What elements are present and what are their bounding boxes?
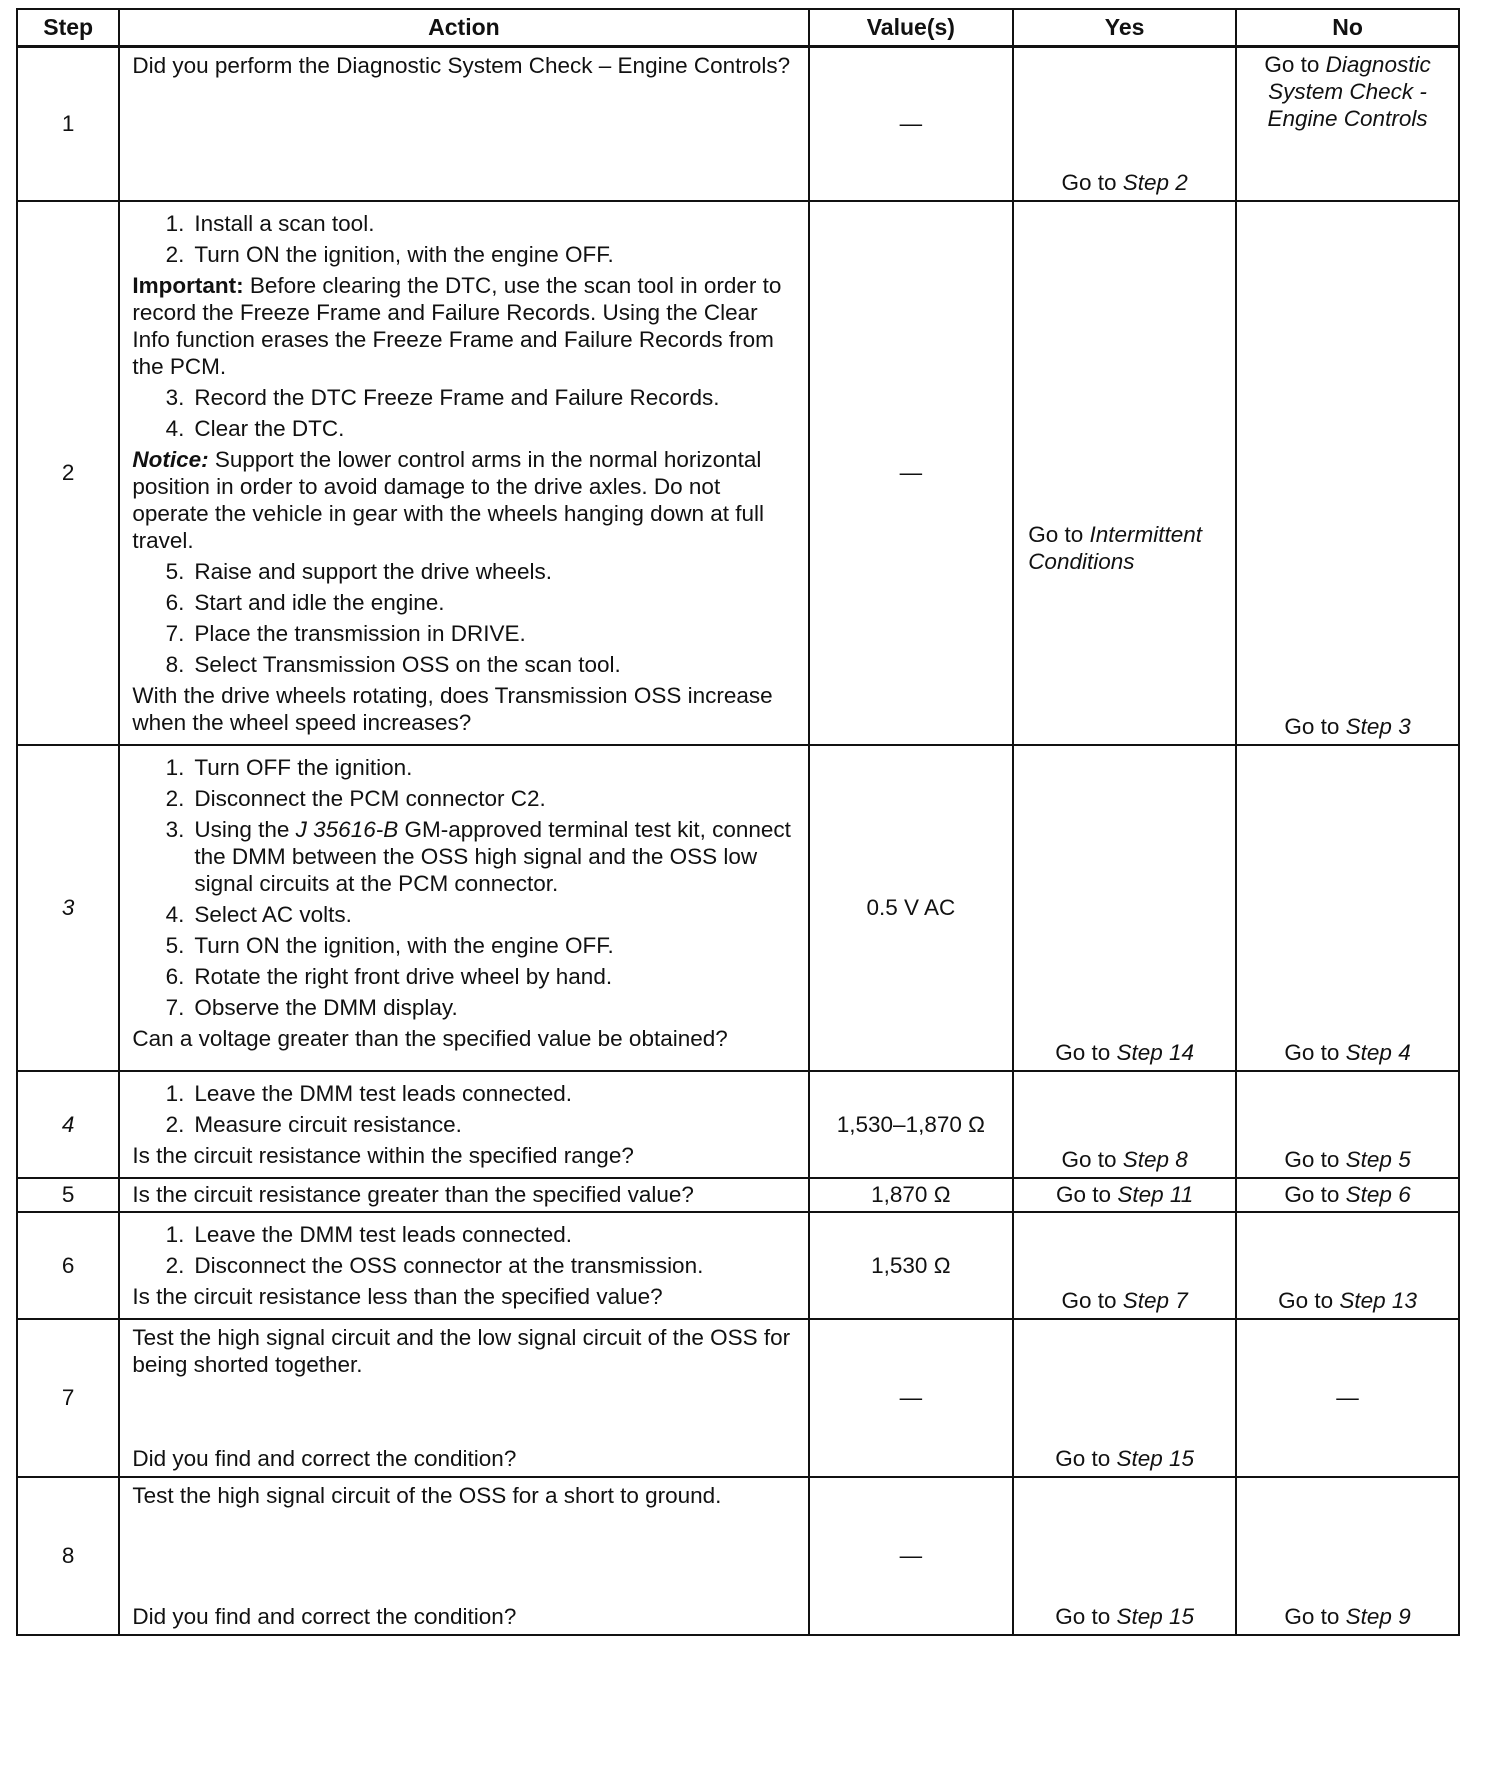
action-question: Can a voltage greater than the specified value be obtained? — [132, 1025, 728, 1051]
list-item: 3. Record the DTC Freeze Frame and Failure Records. — [165, 384, 720, 410]
no-link[interactable]: Step 13 — [1339, 1287, 1417, 1313]
list-item: 7. Place the transmission in DRIVE. — [165, 620, 526, 646]
no-link[interactable]: Step 9 — [1345, 1603, 1411, 1629]
header-yes: Yes — [1013, 9, 1236, 47]
go-to-label: Go to — [1055, 1603, 1111, 1629]
go-to-label: Go to — [1061, 1287, 1117, 1313]
list-item: 3. Using the J 35616-B GM-approved terminal test kit, connect the DMM between the OSS high signal and the OSS low signal circuits at the PCM connector. — [165, 816, 791, 896]
value-cell: 0.5 V AC — [809, 745, 1014, 1071]
action-cell — [119, 1319, 808, 1477]
yes-cell — [1013, 201, 1236, 745]
yes-result — [1014, 1287, 1235, 1314]
step-number: 5 — [17, 1178, 119, 1212]
yes-result — [1028, 521, 1235, 575]
no-result — [1237, 1603, 1458, 1630]
value-cell: 1,530–1,870 Ω — [809, 1071, 1014, 1178]
header-action: Action — [119, 9, 808, 47]
value-cell: — — [809, 201, 1014, 745]
no-result — [1237, 48, 1458, 132]
go-to-label: Go to — [1061, 169, 1117, 195]
go-to-label: Go to — [1028, 521, 1084, 547]
no-cell: — — [1236, 1319, 1459, 1477]
yes-link[interactable]: Step 14 — [1116, 1039, 1195, 1065]
no-result — [1237, 1146, 1458, 1173]
no-result — [1237, 1287, 1458, 1314]
no-cell — [1236, 745, 1459, 1071]
action-cell — [119, 1212, 808, 1319]
action-cell — [119, 1178, 808, 1212]
header-row — [17, 9, 1459, 47]
yes-link[interactable]: Step 11 — [1117, 1182, 1194, 1207]
table-row-step-3 — [17, 745, 1459, 1071]
list-item: 4. Clear the DTC. — [165, 415, 345, 441]
action-question: Is the circuit resistance less than the specified value? — [132, 1283, 663, 1309]
table-row-step-2 — [17, 201, 1459, 745]
list-item: 6. Start and idle the engine. — [165, 589, 445, 615]
table-row-step-6 — [17, 1212, 1459, 1319]
important-note: Important: Before clearing the DTC, use the scan tool in order to record the Freeze Frame and Failure Records. Using the Clear Info function erases the Freeze Frame and Failure Records from the PCM. — [132, 272, 782, 379]
list-item: 8. Select Transmission OSS on the scan tool. — [165, 651, 621, 677]
step-number: 1 — [17, 47, 119, 201]
yes-result — [1014, 1039, 1235, 1066]
header-no: No — [1236, 9, 1459, 47]
yes-link[interactable]: Step 15 — [1116, 1445, 1195, 1471]
value-cell: 1,530 Ω — [809, 1212, 1014, 1319]
action-question: Is the circuit resistance within the specified range? — [132, 1142, 634, 1168]
list-item: 1. Leave the DMM test leads connected. — [165, 1221, 573, 1247]
step-number: 2 — [17, 201, 119, 745]
go-to-label: Go to — [1055, 1445, 1111, 1471]
step-number: 4 — [17, 1071, 119, 1178]
no-result — [1237, 713, 1458, 740]
value-cell: — — [809, 47, 1014, 201]
table-row-step-8 — [17, 1477, 1459, 1635]
value-cell: 1,870 Ω — [809, 1178, 1014, 1212]
action-cell — [119, 201, 808, 745]
yes-cell — [1013, 47, 1236, 201]
yes-link[interactable]: Step 8 — [1122, 1146, 1188, 1172]
list-item: 2. Disconnect the OSS connector at the transmission. — [165, 1252, 704, 1278]
table-row-step-5 — [17, 1178, 1459, 1212]
list-item: 7. Observe the DMM display. — [165, 994, 458, 1020]
action-cell — [119, 1071, 808, 1178]
yes-result — [1014, 1146, 1235, 1173]
yes-cell — [1013, 1071, 1236, 1178]
yes-link[interactable]: Step 7 — [1122, 1287, 1188, 1313]
header-step: Step — [17, 9, 119, 47]
diagnostic-table — [16, 8, 1460, 1636]
list-item: 2. Measure circuit resistance. — [165, 1111, 462, 1137]
no-cell — [1236, 201, 1459, 745]
action-instruction: Test the high signal circuit of the OSS for a short to ground. — [132, 1482, 722, 1508]
list-item: 5. Raise and support the drive wheels. — [165, 558, 553, 584]
action-question: Did you find and correct the condition? — [132, 1445, 517, 1471]
yes-result — [1014, 1445, 1235, 1472]
no-cell — [1236, 1212, 1459, 1319]
step-number: 7 — [17, 1319, 119, 1477]
yes-cell — [1013, 745, 1236, 1071]
list-item: 2. Turn ON the ignition, with the engine OFF. — [165, 241, 614, 267]
go-to-label: Go to — [1284, 713, 1340, 739]
go-to-label: Go to — [1284, 1039, 1340, 1065]
action-cell — [119, 1477, 808, 1635]
action-question: Did you find and correct the condition? — [132, 1603, 517, 1629]
yes-result — [1014, 1603, 1235, 1630]
action-instruction: Test the high signal circuit and the low signal circuit of the OSS for being shorted together. — [132, 1324, 791, 1377]
step-number: 6 — [17, 1212, 119, 1319]
no-link[interactable]: Step 4 — [1345, 1039, 1411, 1065]
tool-number: J 35616-B — [295, 816, 399, 842]
header-values: Value(s) — [809, 9, 1014, 47]
table-row-step-1 — [17, 47, 1459, 201]
no-cell — [1236, 47, 1459, 201]
no-cell — [1236, 1178, 1459, 1212]
no-link[interactable]: Step 3 — [1345, 713, 1411, 739]
yes-cell — [1013, 1178, 1236, 1212]
yes-cell — [1013, 1212, 1236, 1319]
go-to-label: Go to — [1061, 1146, 1117, 1172]
yes-link[interactable]: Intermittent Conditions — [1028, 521, 1203, 574]
action-cell — [119, 47, 808, 201]
no-cell — [1236, 1477, 1459, 1635]
yes-cell — [1013, 1319, 1236, 1477]
table-row-step-4 — [17, 1071, 1459, 1178]
no-cell — [1236, 1071, 1459, 1178]
yes-result — [1014, 169, 1235, 196]
yes-link[interactable]: Step 15 — [1116, 1603, 1195, 1629]
go-to-label: Go to — [1284, 1603, 1340, 1629]
list-item: 1. Install a scan tool. — [165, 210, 375, 236]
go-to-label: Go to — [1278, 1287, 1334, 1313]
notice-note: Notice: Support the lower control arms in the normal horizontal position in order to avoid damage to the drive axles. Do not operate the vehicle in gear with the wheels hanging down at full travel. — [132, 446, 765, 553]
yes-cell — [1013, 1477, 1236, 1635]
list-item: 4. Select AC volts. — [165, 901, 352, 927]
go-to-label: Go to — [1264, 52, 1320, 77]
action-question: With the drive wheels rotating, does Transmission OSS increase when the wheel speed increases? — [132, 682, 773, 735]
no-link[interactable]: Step 6 — [1345, 1182, 1411, 1207]
no-link[interactable]: Step 5 — [1345, 1146, 1411, 1172]
go-to-label: Go to — [1284, 1146, 1340, 1172]
no-result — [1237, 1039, 1458, 1066]
list-item: 6. Rotate the right front drive wheel by hand. — [165, 963, 613, 989]
list-item: 5. Turn ON the ignition, with the engine OFF. — [165, 932, 614, 958]
go-to-label: Go to — [1055, 1039, 1111, 1065]
value-cell: — — [809, 1477, 1014, 1635]
action-question: Is the circuit resistance greater than the specified value? — [132, 1181, 694, 1207]
list-item: 1. Leave the DMM test leads connected. — [165, 1080, 573, 1106]
yes-link[interactable]: Step 2 — [1122, 169, 1188, 195]
value-cell: — — [809, 1319, 1014, 1477]
list-item: 1. Turn OFF the ignition. — [165, 754, 413, 780]
step-number: 8 — [17, 1477, 119, 1635]
table-row-step-7 — [17, 1319, 1459, 1477]
list-item: 2. Disconnect the PCM connector C2. — [165, 785, 546, 811]
go-to-label: Go to — [1056, 1182, 1112, 1207]
action-question: Did you perform the Diagnostic System Check – Engine Controls? — [132, 53, 791, 78]
action-cell — [119, 745, 808, 1071]
go-to-label: Go to — [1284, 1182, 1340, 1207]
no-link[interactable]: Diagnostic System Check - Engine Controls — [1267, 52, 1431, 131]
step-number: 3 — [17, 745, 119, 1071]
